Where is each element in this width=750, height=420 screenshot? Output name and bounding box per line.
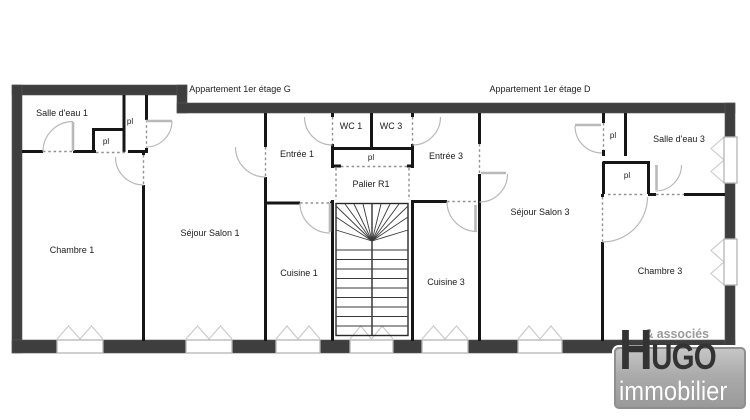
- closet-label: pl: [102, 137, 110, 146]
- window: [57, 340, 103, 353]
- closet-label: pl: [126, 117, 134, 126]
- room-label-sejour-salon-3: Séjour Salon 3: [510, 207, 570, 217]
- window: [186, 340, 232, 353]
- interior-walls: [22, 95, 725, 341]
- apartment-right-header: Appartement 1er étage D: [489, 84, 591, 94]
- window: [724, 137, 737, 183]
- logo-associates-text: & associés: [644, 326, 709, 341]
- closet-label: pl: [367, 153, 375, 162]
- closet-label: pl: [623, 171, 631, 180]
- window: [422, 340, 468, 353]
- room-label-salle-d-eau-1: Salle d'eau 1: [36, 108, 88, 118]
- closet-label: pl: [609, 131, 617, 140]
- staircase: [336, 204, 408, 336]
- room-label-entree-1: Entrée 1: [279, 149, 315, 159]
- room-label-palier: Palier R1: [352, 179, 390, 189]
- agency-logo: [614, 320, 748, 418]
- window: [724, 239, 737, 285]
- room-label-wc-3: WC 3: [379, 121, 403, 131]
- room-label-cuisine-3: Cuisine 3: [427, 277, 465, 287]
- room-label-entree-3: Entrée 3: [428, 151, 464, 161]
- logo-brand-h: H: [619, 318, 652, 382]
- room-label-chambre-3: Chambre 3: [637, 266, 683, 276]
- window: [350, 340, 393, 353]
- room-label-chambre-1: Chambre 1: [49, 245, 95, 255]
- logo-subtitle-text: immobilier: [619, 376, 728, 406]
- room-label-salle-d-eau-3: Salle d'eau 3: [653, 134, 705, 144]
- room-label-wc-1: WC 1: [339, 121, 363, 131]
- window: [518, 340, 562, 353]
- window: [276, 340, 320, 353]
- logo-brand-text: [619, 318, 716, 382]
- apartment-left-header: Appartement 1er étage G: [189, 84, 291, 94]
- logo-brand-rest: UGO: [651, 336, 716, 377]
- room-label-cuisine-1: Cuisine 1: [280, 268, 318, 278]
- room-label-sejour-salon-1: Séjour Salon 1: [180, 228, 240, 238]
